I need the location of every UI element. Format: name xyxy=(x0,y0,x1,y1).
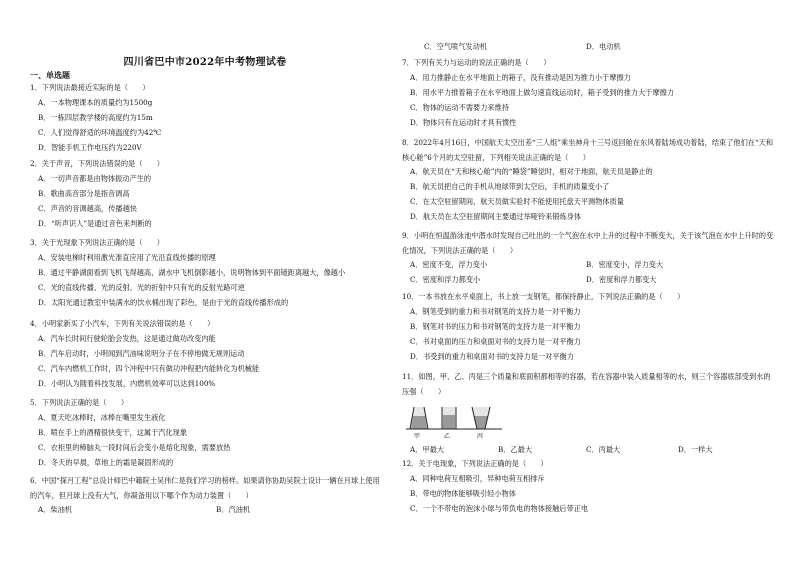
question-3 xyxy=(30,237,380,307)
option-b: B．通过平静湖面看到飞机飞得越高，湖水中飞机倒影越小，说明物体到平面镜距离越大，像越小 xyxy=(38,268,346,277)
question-text: 12．关于电现象，下列说法正确的是（ ） xyxy=(402,459,548,468)
option-d: D．密度和浮力都变大 xyxy=(586,275,657,284)
option-b: B．航天员把自己的手机从地球带到太空后，手机的质量变小了 xyxy=(410,182,610,191)
option-c: C．一个不带电的泡沫小球与带负电的物体接触后带正电 xyxy=(410,504,589,513)
option-b: B．带电的物体能够吸引轻小物体 xyxy=(410,489,516,498)
question-12 xyxy=(402,458,774,513)
question-6 xyxy=(30,473,380,514)
option-b: B．汽油机 xyxy=(216,505,251,514)
option-c: C．空气喷气发动机 xyxy=(424,42,488,51)
question-8 xyxy=(402,135,774,221)
containers-figure xyxy=(406,399,502,441)
option-a: A．同种电荷互相吸引，异种电荷互相排斥 xyxy=(410,474,545,483)
question-text: 9．小明在恒温游泳池中潜水时发现自己吐出的一个气泡在水中上升的过程中不断变大，关于该气泡在水中上升时的变化情况，下列说法正确的是（ ） xyxy=(402,231,774,255)
option-d: D．物体只有在运动时才具有惯性 xyxy=(410,118,517,127)
option-b: B．钢笔对书的压力和书对钢笔的支持力是一对平衡力 xyxy=(410,322,581,331)
question-text: 3．关于光现象下列说法正确的是（ ） xyxy=(30,238,164,247)
option-d: D．一样大 xyxy=(678,445,713,454)
option-a: A．一切声音都是由物体振动产生的 xyxy=(38,174,152,183)
option-a: A．甲最大 xyxy=(410,445,444,454)
question-text: 7．下列有关力与运动的说法正确的是（ ） xyxy=(402,58,551,67)
option-d: D．电动机 xyxy=(586,42,621,51)
option-b: B．汽车启动时，小明闻到汽油味说明分子在不停地做无规则运动 xyxy=(38,349,245,358)
question-9 xyxy=(402,228,774,284)
option-a: A．柴油机 xyxy=(38,505,72,514)
option-a: A．夏天吃冰棒时，冰棒在嘴里发生液化 xyxy=(38,413,166,422)
option-b: B．歌曲高音部分是指音调高 xyxy=(38,189,130,198)
option-d: D．“听声识人”是通过音色来判断的 xyxy=(38,219,152,228)
question-text: 1．下列说法最接近实际的是（ ） xyxy=(30,83,150,92)
question-2 xyxy=(30,158,380,228)
option-c: C．汽车内燃机工作时，四个冲程中只有做功冲程把内能转化为机械能 xyxy=(38,364,260,373)
question-7 xyxy=(402,57,774,127)
option-c: C．人们觉得舒适的环境温度约为42℃ xyxy=(38,128,162,137)
option-c: C．光的直线传播、光的反射、光的折射中只有光的反射光路可逆 xyxy=(38,283,245,292)
question-text: 10．一本书放在水平桌面上，书上放一支钢笔，都保持静止，下列说法正确的是（ ） xyxy=(402,292,685,301)
figure-label-yi: 乙 xyxy=(444,433,451,440)
option-a: A．一本物理课本的质量约为1500g xyxy=(38,98,153,107)
question-1 xyxy=(30,82,380,152)
option-c: C．密度和浮力都变小 xyxy=(410,275,481,284)
option-a: A．密度不变，浮力变小 xyxy=(410,260,488,269)
question-text: 5．下列说法正确的是（ ） xyxy=(30,398,129,407)
figure-label-bing: 丙 xyxy=(477,433,484,440)
section-heading: 一、单选题 xyxy=(30,70,70,80)
question-11 xyxy=(402,369,774,454)
question-text: 4．小明家新买了小汽车，下列有关说法错误的是（ ） xyxy=(30,319,215,328)
option-c: C．丙最大 xyxy=(586,445,621,454)
option-c: C．在太空驻留期间，航天员做实验时不能使用托盘天平测物体质量 xyxy=(410,197,624,206)
option-c: C．物体的运动不需要力来维持 xyxy=(410,103,509,112)
figure-label-jia: 甲 xyxy=(414,433,421,440)
option-a: A．钢笔受到的重力和书对钢笔的支持力是一对平衡力 xyxy=(410,307,581,316)
option-b: B．乙最大 xyxy=(498,445,533,454)
question-text: 2．关于声音，下列说法错误的是（ ） xyxy=(30,159,164,168)
option-b: B．一栋四层教学楼的高度约为15m xyxy=(38,113,153,122)
option-d: D．航天员在太空驻留期间主要通过举哑铃来锻炼身体 xyxy=(410,212,582,221)
option-a: A．汽车长时间行驶轮胎会发热，这是通过做功改变内能 xyxy=(38,334,216,343)
option-d: D．书受到的重力和桌面对书的支持力是一对平衡力 xyxy=(410,352,574,361)
option-b: B．密度变小，浮力变大 xyxy=(586,260,664,269)
question-text: 8．2022年4月16日，中国航天太空出差“三人组”乘坐神舟十三号返回舱在东风着陆场成功着陆，结束了他们在“天和核心舱”6个月的太空驻留，下列相关说法正确的是（ ） xyxy=(402,138,774,162)
question-10 xyxy=(402,291,774,361)
option-d: D．小明认为随着科技发展，内燃机效率可以达到100% xyxy=(38,379,216,388)
question-text: 11．如图，甲、乙、丙是三个质量和底面积都相等的容器，若在容器中装入质量相等的水，则三个容器底部受到水的压强（ ） xyxy=(402,372,771,396)
question-4 xyxy=(30,318,380,388)
option-d: D．智能手机工作电压约为220V xyxy=(38,143,142,152)
question-text: 6．中国“探月工程”总设计师巴中籍院士吴伟仁是我们学习的榜样。如果请你协助吴院士设计一辆在月球上使用的汽车，但月球上没有大气，你凝备用以下哪个作为动力装置（ ） xyxy=(30,476,380,500)
option-c: C．衣柜里的樟脑丸一段时间后会变小是熔化现象，需要放热 xyxy=(38,443,231,452)
option-a: A．安装电梯时利用激光准直应用了光沿直线传播的原理 xyxy=(38,253,216,262)
question-5 xyxy=(30,397,380,467)
option-b: B．喷在手上的酒精很快变干，这属于汽化现象 xyxy=(38,428,188,437)
page-title: 四川省巴中市2022年中考物理试卷 xyxy=(123,57,287,68)
option-d: D．冬天的早晨，草地上的霜是凝固形成的 xyxy=(38,458,174,467)
option-d: D．太阳光通过教室中装满水的饮水桶出现了彩色，是由于光的直线传播形成的 xyxy=(38,298,289,307)
option-c: C．书对桌面的压力和桌面对书的支持力是一对平衡力 xyxy=(410,337,581,346)
option-a: A．航天员在“天和核心舱”内的“睡袋”睡觉时，相对于地面，航天员是静止的 xyxy=(410,167,653,176)
option-c: C．声音的音调越高，传播越快 xyxy=(38,204,137,213)
option-b: B．用水平力推着箱子在水平地面上做匀速直线运动时，箱子受到的推力大于摩擦力 xyxy=(410,88,675,97)
option-a: A．用力推静止在水平地面上的箱子，没有推动是因为推力小于摩擦力 xyxy=(410,73,631,82)
